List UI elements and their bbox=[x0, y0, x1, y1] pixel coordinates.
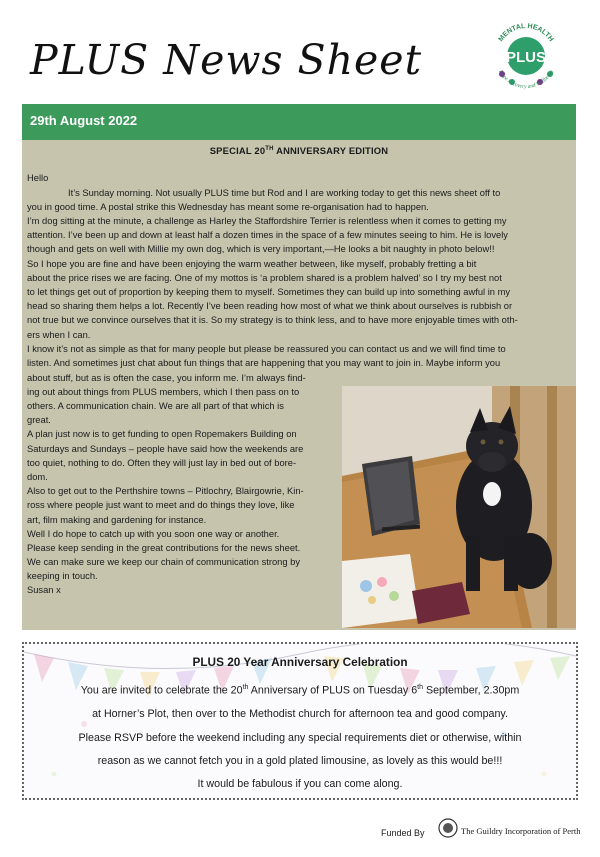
letter-line: keeping in touch. bbox=[27, 571, 98, 581]
event-invitation bbox=[22, 642, 578, 800]
letter-line: though and gets on well with Millie my own dog, which is very important,—He looks a bit naughty in photo below!! bbox=[27, 244, 495, 254]
event-line-1: You are invited to celebrate the 20th Anniversary of PLUS on Tuesday 6th September, 2.30pm bbox=[80, 684, 520, 697]
event-line-4: reason as we cannot fetch you in a gold plated limousine, as lovely as this would be!!! bbox=[97, 755, 503, 767]
svg-text:Hope Recovery and Wellbeing: Hope Recovery and Wellbeing bbox=[497, 69, 555, 91]
letter-line: not true but we convince ourselves that it is. So my strategy is to think less, and to have more enjoyable times with oth- bbox=[27, 315, 518, 325]
letter-line: Hello bbox=[27, 173, 49, 183]
letter-line: ing out about things from PLUS members, which I then pass on to bbox=[27, 387, 300, 397]
letter-line: art, film making and gardening for instance. bbox=[27, 515, 207, 525]
letter-line: I know it’s not as simple as that for many people but please be reassured you can contact us and we will find time to bbox=[27, 344, 506, 354]
letter-line: It’s Sunday morning. Not usually PLUS time but Rod and I are working today to get this news sheet off to bbox=[68, 188, 501, 198]
letter-line: you in good time. A postal strike this Wednesday has meant some re-organisation had to happen. bbox=[27, 202, 429, 212]
funded-by-label: Funded By bbox=[381, 828, 425, 838]
plus-logo bbox=[488, 18, 564, 94]
letter-line: Well I do hope to catch up with you soon one way or another. bbox=[27, 529, 280, 539]
letter-line: attention. I’ve been up and down at least half a dozen times in the space of a few minutes seeing to him. He is lovely bbox=[27, 230, 508, 240]
letter-line: great. bbox=[27, 415, 51, 425]
letter-line: We can make sure we keep our chain of communication strong by bbox=[27, 557, 301, 567]
event-line-5: It would be fabulous if you can come along. bbox=[197, 778, 403, 790]
letter-line: listen. And sometimes just chat about fun things that are happening that you may want to join in. Maybe inform you bbox=[27, 358, 501, 368]
edition-heading: SPECIAL 20TH ANNIVERSARY EDITION bbox=[209, 145, 389, 156]
funder-name: The Guildry Incorporation of Perth bbox=[461, 826, 581, 836]
event-line-3: Please RSVP before the weekend including any special requirements diet or otherwise, within bbox=[78, 732, 522, 744]
guildry-crest-icon bbox=[438, 818, 458, 838]
masthead bbox=[0, 0, 600, 100]
event-line-2: at Horner’s Plot, then over to the Methodist church for afternoon tea and good company. bbox=[92, 708, 508, 720]
letter-line: to let things get out of proportion by keeping them to myself. Sometimes they can build up into something awful in my bbox=[27, 287, 511, 297]
dog-photo bbox=[342, 386, 576, 628]
issue-date: 29th August 2022 bbox=[30, 113, 138, 128]
letter-line: Please keep sending in the great contributions for the news sheet. bbox=[27, 543, 301, 553]
svg-text:PLUS: PLUS bbox=[505, 49, 547, 66]
letter-line: Saturdays and Sundays – people have said how the weekends are bbox=[27, 444, 304, 454]
letter-line: about the price rises we are facing. One of my mottos is ‘a problem shared is a problem halved’ so I try my best not bbox=[27, 273, 502, 283]
letter-line: dom. bbox=[27, 472, 48, 482]
svg-text:MENTAL HEALTH: MENTAL HEALTH bbox=[497, 22, 555, 44]
letter-line: about stuff, but as is often the case, you inform me. I’m always find- bbox=[27, 373, 306, 383]
letter-line: ers when I can. bbox=[27, 330, 91, 340]
date-bar bbox=[22, 104, 576, 140]
letter-line: too quiet, nothing to do. Often they will just lay in bed out of bore- bbox=[27, 458, 297, 468]
event-title: PLUS 20 Year Anniversary Celebration bbox=[192, 655, 408, 669]
letter-line: others. A communication chain. We are all part of that which is bbox=[27, 401, 284, 411]
page-title: PLUS News Sheet bbox=[30, 36, 423, 84]
letter-line: Also to get out to the Perthshire towns – Pitlochry, Blairgowrie, Kin- bbox=[27, 486, 304, 496]
letter-line: head so sharing them helps a lot. Recently I’ve been reading how most of what we think about ourselves is rubbish or bbox=[27, 301, 513, 311]
letter-line: ross where people just want to meet and do things they love, like bbox=[27, 500, 295, 510]
letter-line: A plan just now is to get funding to open Ropemakers Building on bbox=[27, 429, 297, 439]
letter-line: Susan x bbox=[27, 585, 61, 595]
letter-line: I’m dog sitting at the minute, a challenge as Harley the Staffordshire Terrier is relentless when it comes to getting my bbox=[27, 216, 507, 226]
letter-line: So I hope you are fine and have been enjoying the warm weather between, like myself, probably fretting a bit bbox=[27, 259, 477, 269]
